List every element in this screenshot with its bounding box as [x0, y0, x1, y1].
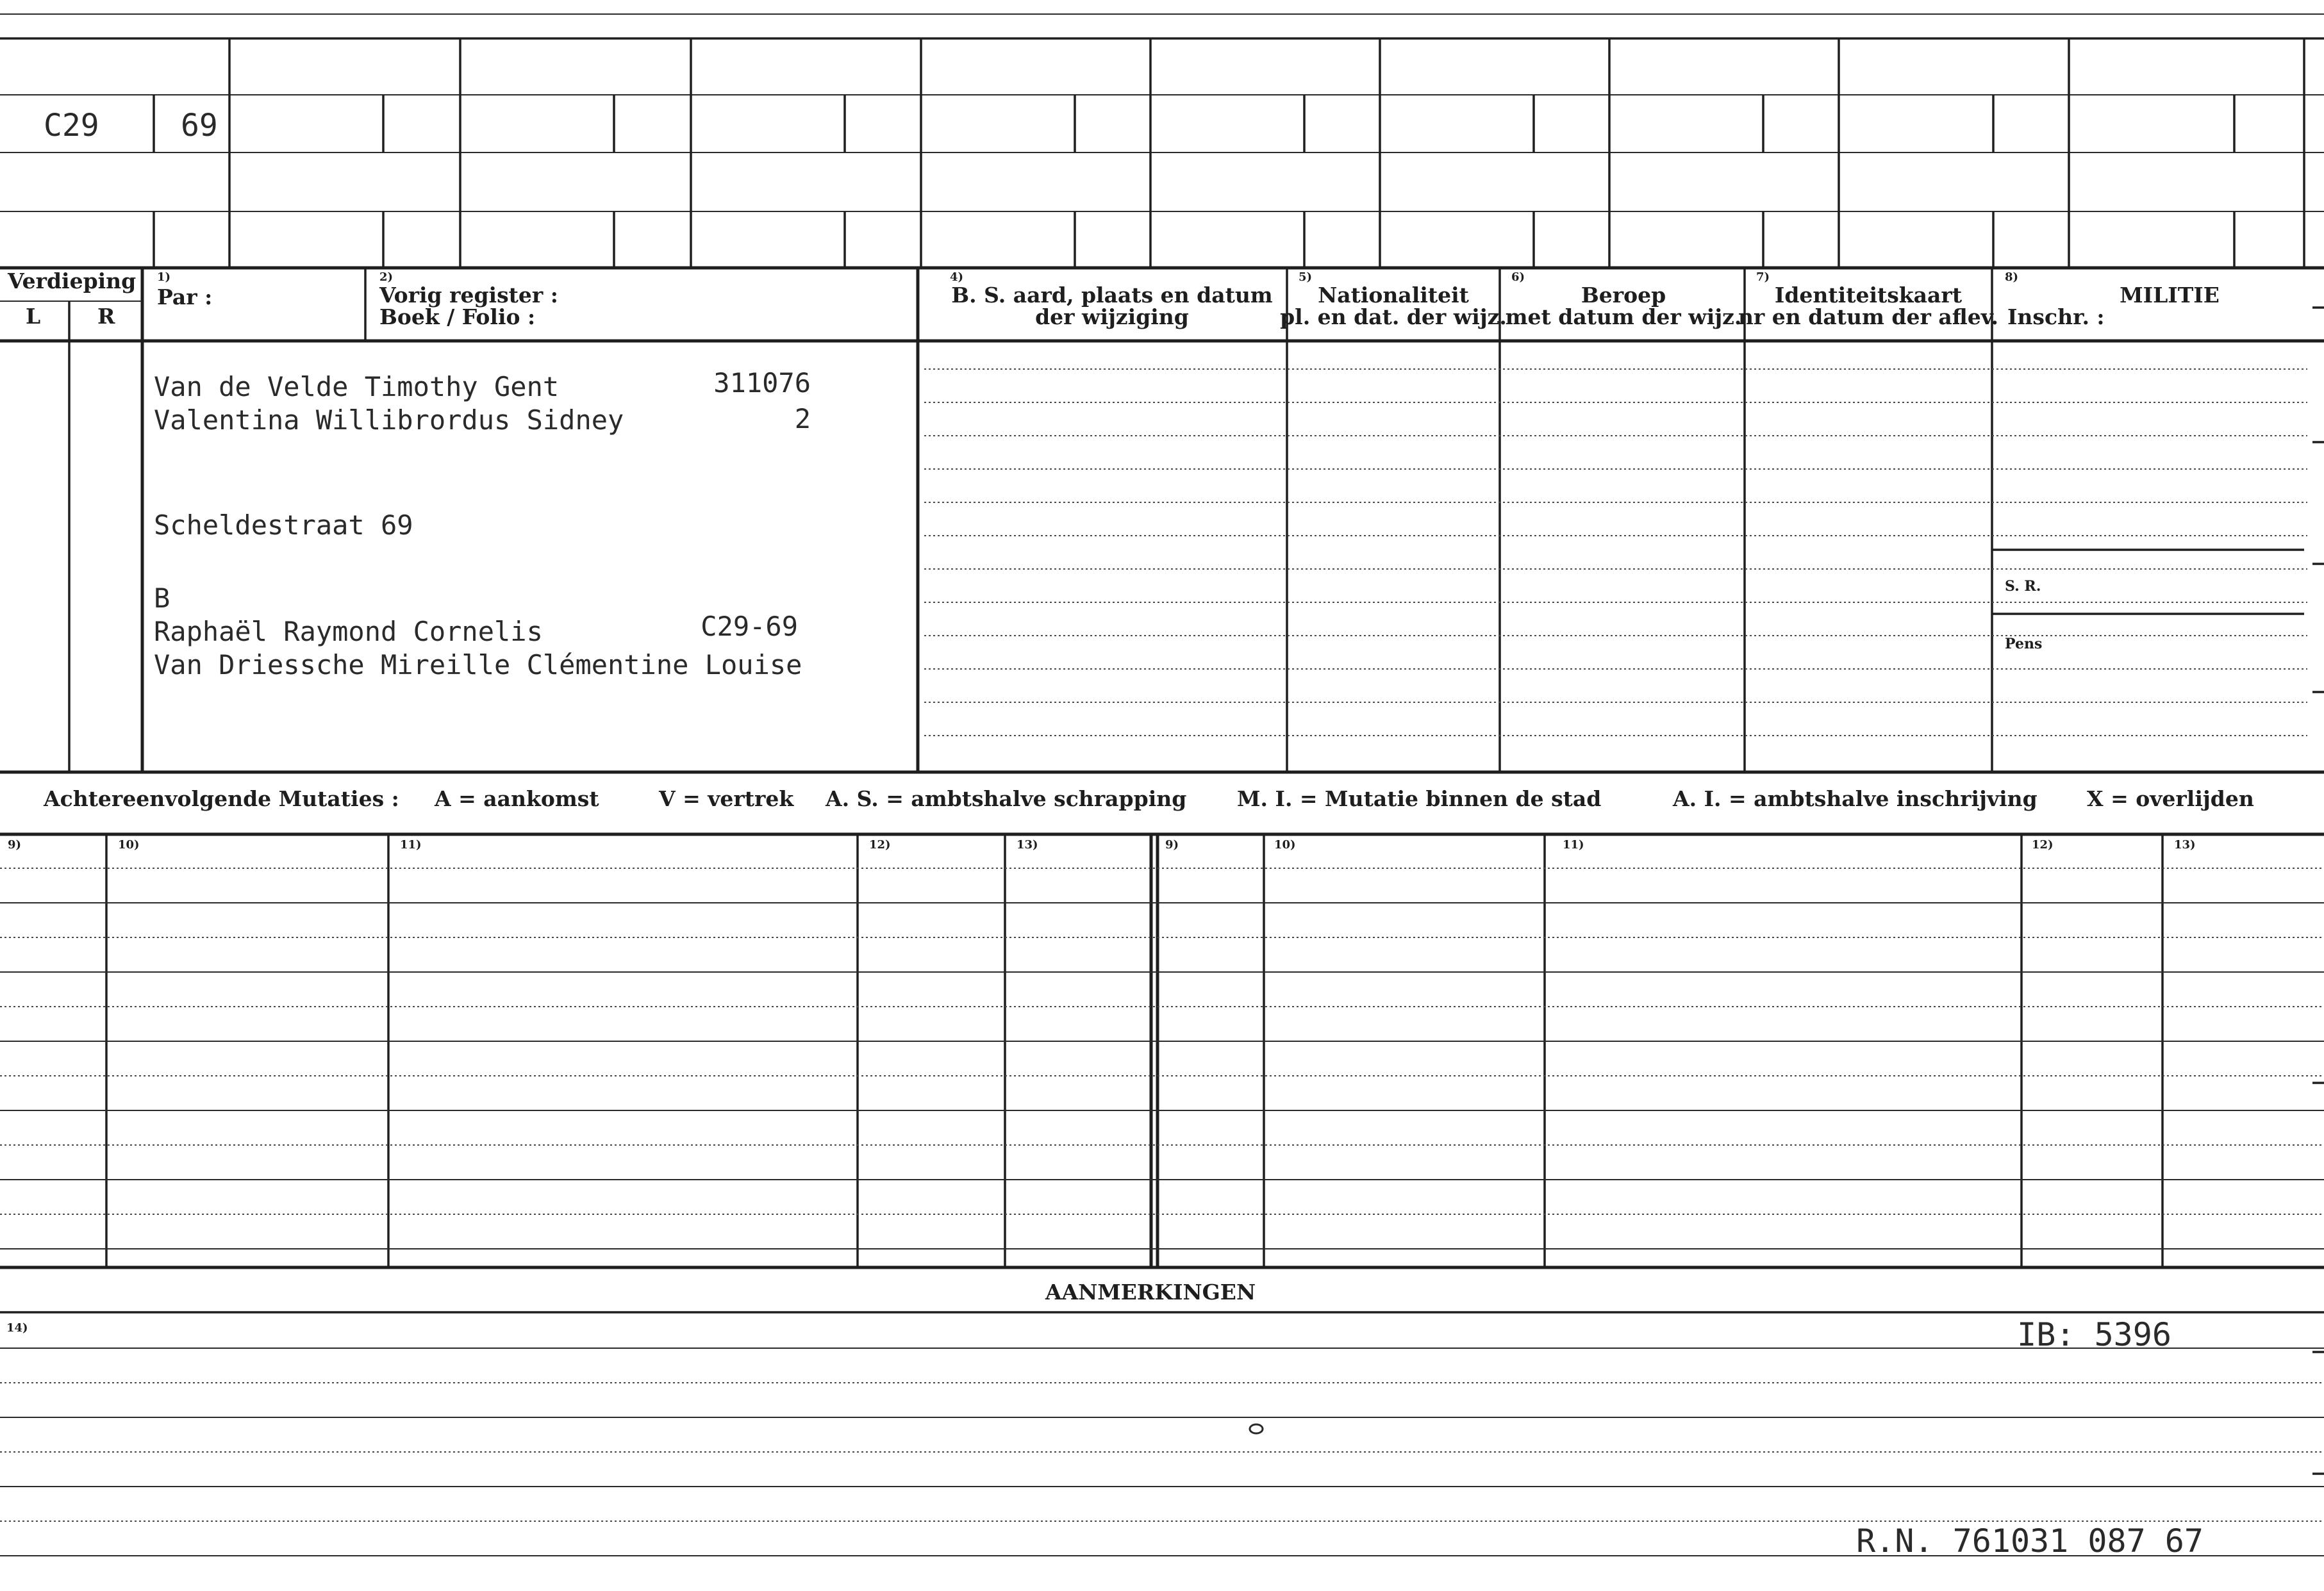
- mutations-table: [0, 834, 2324, 1267]
- field-number-4: 4): [950, 270, 964, 284]
- entry-line-1-code: 311076: [713, 367, 811, 399]
- mutation-col-13-left: 13): [1017, 838, 1038, 852]
- sr-label: S. R.: [2005, 578, 2041, 595]
- mutation-v: V = vertrek: [659, 786, 794, 811]
- identiteitskaart-header-line2: nr en datum der aflev.: [1738, 304, 1999, 329]
- entry-line-4-code: C29-69: [701, 611, 798, 642]
- mutation-x: X = overlijden: [2087, 786, 2254, 811]
- mutation-mi: M. I. = Mutatie binnen de stad: [1237, 786, 1602, 811]
- mutation-ai: A. I. = ambtshalve inschrijving: [1673, 786, 2038, 811]
- mutation-a: A = aankomst: [435, 786, 599, 811]
- identiteitskaart-header-line1: Identiteitskaart: [1774, 283, 1963, 308]
- floor-right-label: R: [97, 304, 115, 329]
- remarks-section: [0, 1280, 2324, 1560]
- rijksregister-number: R.N. 761031 087 67: [1856, 1522, 2204, 1560]
- mutations-legend: [43, 786, 2254, 811]
- nationaliteit-header-line1: Nationaliteit: [1318, 283, 1469, 308]
- top-number: 69: [181, 108, 218, 144]
- remarks-title: AANMERKINGEN: [1045, 1280, 1256, 1305]
- field-number-7: 7): [1756, 270, 1770, 284]
- top-code: C29: [44, 108, 99, 144]
- field-number-6: 6): [1511, 270, 1525, 284]
- mutations-title: Achtereenvolgende Mutaties :: [44, 786, 399, 811]
- mutation-as: A. S. = ambtshalve schrapping: [826, 786, 1187, 811]
- mutation-col-10-left: 10): [118, 838, 140, 852]
- entry-b: B: [154, 582, 170, 614]
- field-number-5: 5): [1299, 270, 1313, 284]
- entry-address: Scheldestraat 69: [154, 509, 413, 541]
- mutation-col-9-right: 9): [1165, 838, 1179, 852]
- beroep-header-line2: met datum der wijz.: [1505, 304, 1742, 329]
- top-grid: [0, 14, 2324, 268]
- ib-number: IB: 5396: [2017, 1316, 2171, 1353]
- mutation-col-12-right: 12): [2032, 838, 2054, 852]
- bs-header-line1: B. S. aard, plaats en datum: [951, 283, 1273, 308]
- mutation-col-11-right: 11): [1563, 838, 1584, 852]
- mutation-col-13-right: 13): [2174, 838, 2196, 852]
- entry-line-4-name: Raphaël Raymond Cornelis: [154, 616, 543, 647]
- pens-label: Pens: [2005, 636, 2043, 652]
- mutation-col-10-right: 10): [1274, 838, 1296, 852]
- field-number-2: 2): [379, 270, 394, 284]
- verdieping-label: Verdieping: [8, 268, 137, 293]
- vorig-register-label: Vorig register :: [379, 283, 558, 308]
- militie-label: MILITIE: [2120, 283, 2220, 308]
- field-number-8: 8): [2005, 270, 2019, 284]
- entry-line-5-name: Van Driessche Mireille Clémentine Louise: [154, 649, 802, 680]
- dotted-ruling: [924, 369, 2307, 736]
- mutation-col-9-left: 9): [8, 838, 22, 852]
- nationaliteit-header-line2: pl. en dat. der wijz.: [1280, 304, 1507, 329]
- top-grid-sub-dividers: [154, 95, 2234, 268]
- entry-line-2-code: 2: [794, 403, 811, 434]
- inschr-label: Inschr. :: [2007, 304, 2105, 329]
- entry-area: [0, 367, 2324, 772]
- boek-folio-label: Boek / Folio :: [379, 304, 536, 329]
- margin-ticks: [2312, 308, 2324, 1474]
- entry-line-1-name: Van de Velde Timothy Gent: [154, 371, 560, 402]
- mutations-ruling: [0, 868, 2324, 1249]
- bs-header-line2: der wijziging: [1035, 304, 1189, 329]
- field-number-1: 1): [157, 270, 171, 284]
- beroep-header-line1: Beroep: [1581, 283, 1666, 308]
- mutation-col-11-left: 11): [400, 838, 422, 852]
- floor-left-label: L: [26, 304, 41, 329]
- field-number-14: 14): [6, 1321, 28, 1335]
- small-circle-mark: [1250, 1424, 1263, 1433]
- mutation-col-12-left: 12): [869, 838, 891, 852]
- par-label: Par :: [157, 284, 213, 309]
- entry-line-2-name: Valentina Willibrordus Sidney: [154, 404, 624, 436]
